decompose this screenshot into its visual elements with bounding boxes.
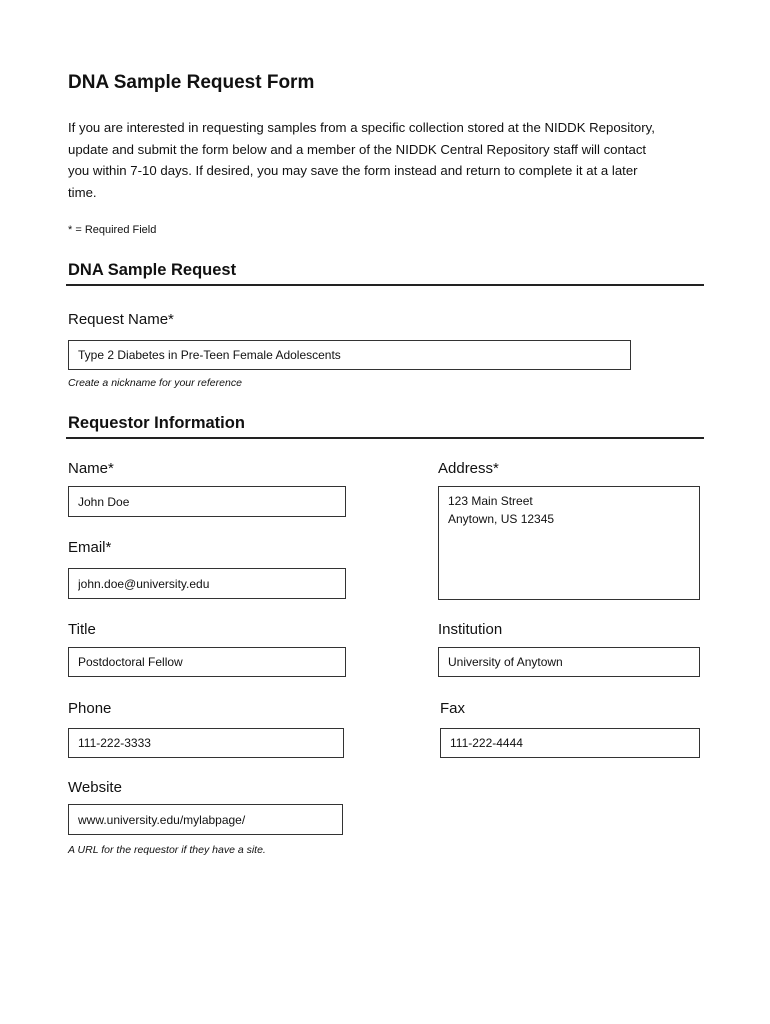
email-input[interactable] <box>68 568 346 599</box>
section-heading-dna-sample-request: DNA Sample Request <box>68 261 237 279</box>
website-input[interactable] <box>68 804 343 835</box>
phone-input[interactable] <box>68 728 344 758</box>
request-name-hint: Create a nickname for your reference <box>68 377 242 389</box>
section-divider <box>66 284 704 286</box>
address-label: Address* <box>438 460 499 477</box>
intro-text: If you are interested in requesting samples from a specific collection stored at the NIDDK Repository, update and submit the form below and a member of the NIDDK Central Repository staff will contact you within 7-10 days. If desired, you may save the form instead and return to complete it at a later time. <box>68 120 655 201</box>
institution-label: Institution <box>438 621 503 638</box>
request-name-label: Request Name* <box>68 311 174 328</box>
section-heading-requestor-information: Requestor Information <box>68 414 245 432</box>
fax-input[interactable] <box>440 728 700 758</box>
title-label: Title <box>68 621 96 638</box>
request-name-input[interactable] <box>68 340 631 370</box>
email-label: Email* <box>68 539 112 556</box>
institution-input[interactable] <box>438 647 700 677</box>
required-field-note: * = Required Field <box>68 224 157 236</box>
name-label: Name* <box>68 460 114 477</box>
phone-label: Phone <box>68 700 112 717</box>
form-title: DNA Sample Request Form <box>68 72 315 93</box>
website-label: Website <box>68 779 122 796</box>
address-textarea[interactable] <box>438 486 700 600</box>
website-hint: A URL for the requestor if they have a site. <box>68 844 266 856</box>
section-divider <box>66 437 704 439</box>
title-input[interactable] <box>68 647 346 677</box>
fax-label: Fax <box>440 700 466 717</box>
name-input[interactable] <box>68 486 346 517</box>
